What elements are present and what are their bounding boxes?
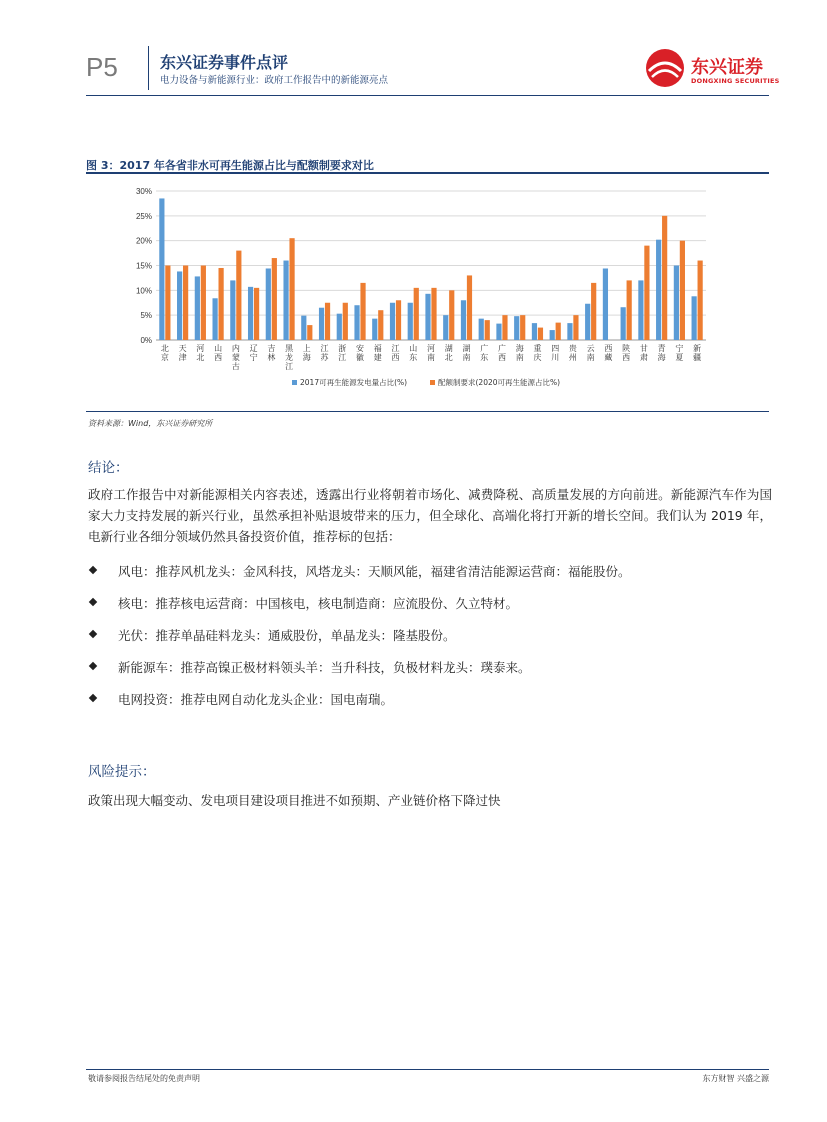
x-tick-label: 西 xyxy=(604,344,613,353)
x-tick-label: 蒙 xyxy=(231,353,240,362)
bar xyxy=(567,323,572,340)
bar xyxy=(201,266,206,341)
bar xyxy=(378,310,383,340)
x-tick-label: 疆 xyxy=(693,353,702,362)
header-rule xyxy=(86,95,769,96)
x-tick-label: 北 xyxy=(444,353,453,362)
bar xyxy=(266,268,271,340)
page-number: P5 xyxy=(86,52,118,82)
x-tick-label: 夏 xyxy=(675,353,684,362)
x-tick-label: 藏 xyxy=(604,353,613,362)
x-tick-label: 浙 xyxy=(338,344,347,353)
list-item-text: 风电：推荐风机龙头：金风科技，风塔龙头：天顺风能，福建省清洁能源运营商：福能股份。 xyxy=(118,564,631,579)
x-tick-label: 林 xyxy=(267,353,276,362)
bar xyxy=(372,319,377,340)
bar xyxy=(325,303,330,340)
bar xyxy=(603,268,608,340)
bar xyxy=(431,288,436,340)
x-tick-label: 京 xyxy=(160,353,169,362)
header-separator xyxy=(148,46,149,90)
x-tick-label: 南 xyxy=(515,353,524,362)
list-item-text: 新能源车：推荐高镍正极材料领头羊：当升科技，负极材料龙头：璞泰来。 xyxy=(118,660,531,675)
list-item-text: 光伏：推荐单晶硅料龙头：通威股份，单晶龙头：隆基股份。 xyxy=(118,628,456,643)
x-tick-label: 州 xyxy=(568,353,577,362)
bar xyxy=(550,330,555,340)
bar xyxy=(289,238,294,340)
x-tick-label: 辽 xyxy=(249,344,258,353)
bar xyxy=(698,261,703,340)
chart-legend xyxy=(292,377,560,387)
chart-x-labels xyxy=(161,343,701,371)
chart-y-ticks xyxy=(136,187,152,345)
x-tick-label: 宁 xyxy=(249,353,258,362)
bar xyxy=(532,323,537,340)
bar xyxy=(627,280,632,340)
bullet-diamond-icon xyxy=(89,566,97,574)
x-tick-label: 山 xyxy=(409,344,418,353)
x-tick-label: 南 xyxy=(586,353,595,362)
bar xyxy=(449,290,454,340)
x-tick-label: 新 xyxy=(693,344,702,353)
bar xyxy=(496,324,501,340)
bar xyxy=(461,300,466,340)
y-tick-label: 15% xyxy=(135,261,152,271)
x-tick-label: 古 xyxy=(231,362,240,371)
footer-disclaimer: 敬请参阅报告结尾处的免责声明 xyxy=(88,1074,200,1083)
list-item xyxy=(88,659,772,691)
y-tick-label: 5% xyxy=(140,311,152,321)
bar xyxy=(390,303,395,340)
bar xyxy=(230,280,235,340)
risk-text: 政策出现大幅变动、发电项目建设项目推进不如预期、产业链价格下降过快 xyxy=(88,793,501,808)
bar xyxy=(343,303,348,340)
bar xyxy=(319,308,324,340)
bar xyxy=(408,303,413,340)
y-tick-label: 10% xyxy=(135,286,152,296)
y-tick-label: 20% xyxy=(135,236,152,246)
x-tick-label: 贵 xyxy=(568,344,577,353)
bullet-diamond-icon xyxy=(89,630,97,638)
bar xyxy=(585,304,590,340)
x-tick-label: 安 xyxy=(356,344,365,353)
bar xyxy=(692,296,697,340)
x-tick-label: 福 xyxy=(373,344,382,353)
x-tick-label: 上 xyxy=(302,344,311,353)
bar xyxy=(360,283,365,340)
x-tick-label: 海 xyxy=(657,353,666,362)
list-item-text: 核电：推荐核电运营商：中国核电，核电制造商：应流股份、久立特材。 xyxy=(118,596,519,611)
x-tick-label: 西 xyxy=(214,353,223,362)
x-tick-label: 江 xyxy=(320,344,329,353)
risk-heading: 风险提示： xyxy=(88,764,156,780)
bar xyxy=(195,276,200,340)
figure-title: 图 3：2017 年各省非水可再生能源占比与配额制要求对比 xyxy=(86,159,374,172)
bar xyxy=(177,271,182,340)
bar xyxy=(479,319,484,340)
recommendation-list xyxy=(88,563,772,723)
bar xyxy=(443,315,448,340)
x-tick-label: 甘 xyxy=(639,344,648,353)
x-tick-label: 重 xyxy=(533,344,542,353)
bar xyxy=(183,266,188,341)
x-tick-label: 广 xyxy=(480,344,489,353)
x-tick-label: 南 xyxy=(427,353,435,362)
y-tick-label: 25% xyxy=(135,211,152,221)
bar xyxy=(396,300,401,340)
x-tick-label: 苏 xyxy=(320,353,329,362)
list-item xyxy=(88,627,772,659)
legend-label: 2017可再生能源发电量占比(%) xyxy=(300,378,408,387)
x-tick-label: 北 xyxy=(196,353,205,362)
x-tick-label: 山 xyxy=(214,344,223,353)
x-tick-label: 湖 xyxy=(462,344,471,353)
bar xyxy=(556,323,561,340)
x-tick-label: 津 xyxy=(178,353,187,362)
bar xyxy=(159,198,164,340)
bar xyxy=(425,294,430,340)
x-tick-label: 海 xyxy=(515,344,524,353)
logo-text-en: DONGXING SECURITIES xyxy=(691,77,780,85)
figure-source: 资料来源：Wind，东兴证券研究所 xyxy=(88,419,213,428)
footer-rule xyxy=(86,1069,769,1070)
x-tick-label: 湖 xyxy=(444,344,453,353)
x-tick-label: 西 xyxy=(622,353,631,362)
bar xyxy=(485,320,490,340)
x-tick-label: 四 xyxy=(551,344,560,353)
x-tick-label: 江 xyxy=(338,353,347,362)
x-tick-label: 江 xyxy=(285,362,294,371)
y-tick-label: 30% xyxy=(135,187,152,196)
logo-text: 东兴证券 xyxy=(691,57,763,78)
x-tick-label: 川 xyxy=(551,353,560,362)
y-tick-label: 0% xyxy=(140,336,152,345)
bar xyxy=(272,258,277,340)
legend-label: 配额制要求(2020可再生能源占比%) xyxy=(438,378,561,387)
figure-rule-bottom xyxy=(86,411,769,412)
x-tick-label: 黑 xyxy=(285,344,294,353)
bar xyxy=(254,288,259,340)
bar xyxy=(467,275,472,340)
bar xyxy=(337,314,342,340)
bar xyxy=(680,241,685,340)
x-tick-label: 徽 xyxy=(356,353,365,362)
bar xyxy=(538,328,543,340)
legend-swatch xyxy=(430,380,435,385)
conclusion-paragraph: 政府工作报告中对新能源相关内容表述，透露出行业将朝着市场化、减费降税、高质量发展的方向前进。新能源汽车作为国家大力支持发展的新兴行业，虽然承担补贴退坡带来的压力，但全球化、高端化将打开新的增长空间。我们认为 2019 年，电新行业各细分领域仍然具备投资价值，推荐标的包括： xyxy=(88,487,772,544)
x-tick-label: 肃 xyxy=(639,353,648,362)
bullet-diamond-icon xyxy=(89,662,97,670)
x-tick-label: 河 xyxy=(196,344,205,353)
figure-rule-top xyxy=(86,172,769,174)
x-tick-label: 南 xyxy=(462,353,471,362)
bar xyxy=(573,315,578,340)
bar xyxy=(212,298,217,340)
bar xyxy=(638,280,643,340)
legend-swatch xyxy=(292,380,297,385)
x-tick-label: 江 xyxy=(391,344,400,353)
bar xyxy=(236,251,241,340)
report-subtitle: 电力设备与新能源行业：政府工作报告中的新能源亮点 xyxy=(160,75,389,86)
x-tick-label: 庆 xyxy=(533,353,542,362)
bar xyxy=(414,288,419,340)
list-item xyxy=(88,691,772,723)
x-tick-label: 北 xyxy=(160,344,169,353)
bar xyxy=(656,240,661,340)
x-tick-label: 吉 xyxy=(267,344,276,353)
bar xyxy=(644,246,649,340)
chart-bars xyxy=(159,198,702,340)
conclusion-heading: 结论： xyxy=(88,460,129,476)
x-tick-label: 东 xyxy=(480,353,489,362)
bullet-diamond-icon xyxy=(89,598,97,606)
bullet-diamond-icon xyxy=(89,694,97,702)
report-title: 东兴证券事件点评 xyxy=(160,53,289,72)
bar xyxy=(218,268,223,340)
x-tick-label: 海 xyxy=(302,353,311,362)
bar xyxy=(165,266,170,341)
x-tick-label: 天 xyxy=(178,344,187,353)
bar xyxy=(301,316,306,340)
bar xyxy=(591,283,596,340)
x-tick-label: 西 xyxy=(497,353,506,362)
x-tick-label: 广 xyxy=(497,344,506,353)
x-tick-label: 西 xyxy=(391,353,400,362)
bar xyxy=(283,261,288,340)
x-tick-label: 云 xyxy=(586,344,595,353)
x-tick-label: 龙 xyxy=(285,353,294,362)
x-tick-label: 东 xyxy=(409,353,418,362)
bar xyxy=(307,325,312,340)
bar xyxy=(502,315,507,340)
x-tick-label: 内 xyxy=(231,344,240,353)
bar-chart xyxy=(86,176,769,408)
x-tick-label: 河 xyxy=(427,344,435,353)
footer-slogan: 东方财智 兴盛之源 xyxy=(702,1074,769,1083)
bar xyxy=(354,305,359,340)
bar xyxy=(621,307,626,340)
x-tick-label: 建 xyxy=(373,353,382,362)
bar xyxy=(514,316,519,340)
bar xyxy=(248,287,253,340)
x-tick-label: 青 xyxy=(657,344,666,353)
bar xyxy=(520,315,525,340)
x-tick-label: 陕 xyxy=(622,344,631,353)
list-item-text: 电网投资：推荐电网自动化龙头企业：国电南瑞。 xyxy=(118,692,394,707)
bar xyxy=(674,266,679,341)
bar xyxy=(662,216,667,340)
list-item xyxy=(88,595,772,627)
x-tick-label: 宁 xyxy=(675,344,684,353)
list-item xyxy=(88,563,772,595)
